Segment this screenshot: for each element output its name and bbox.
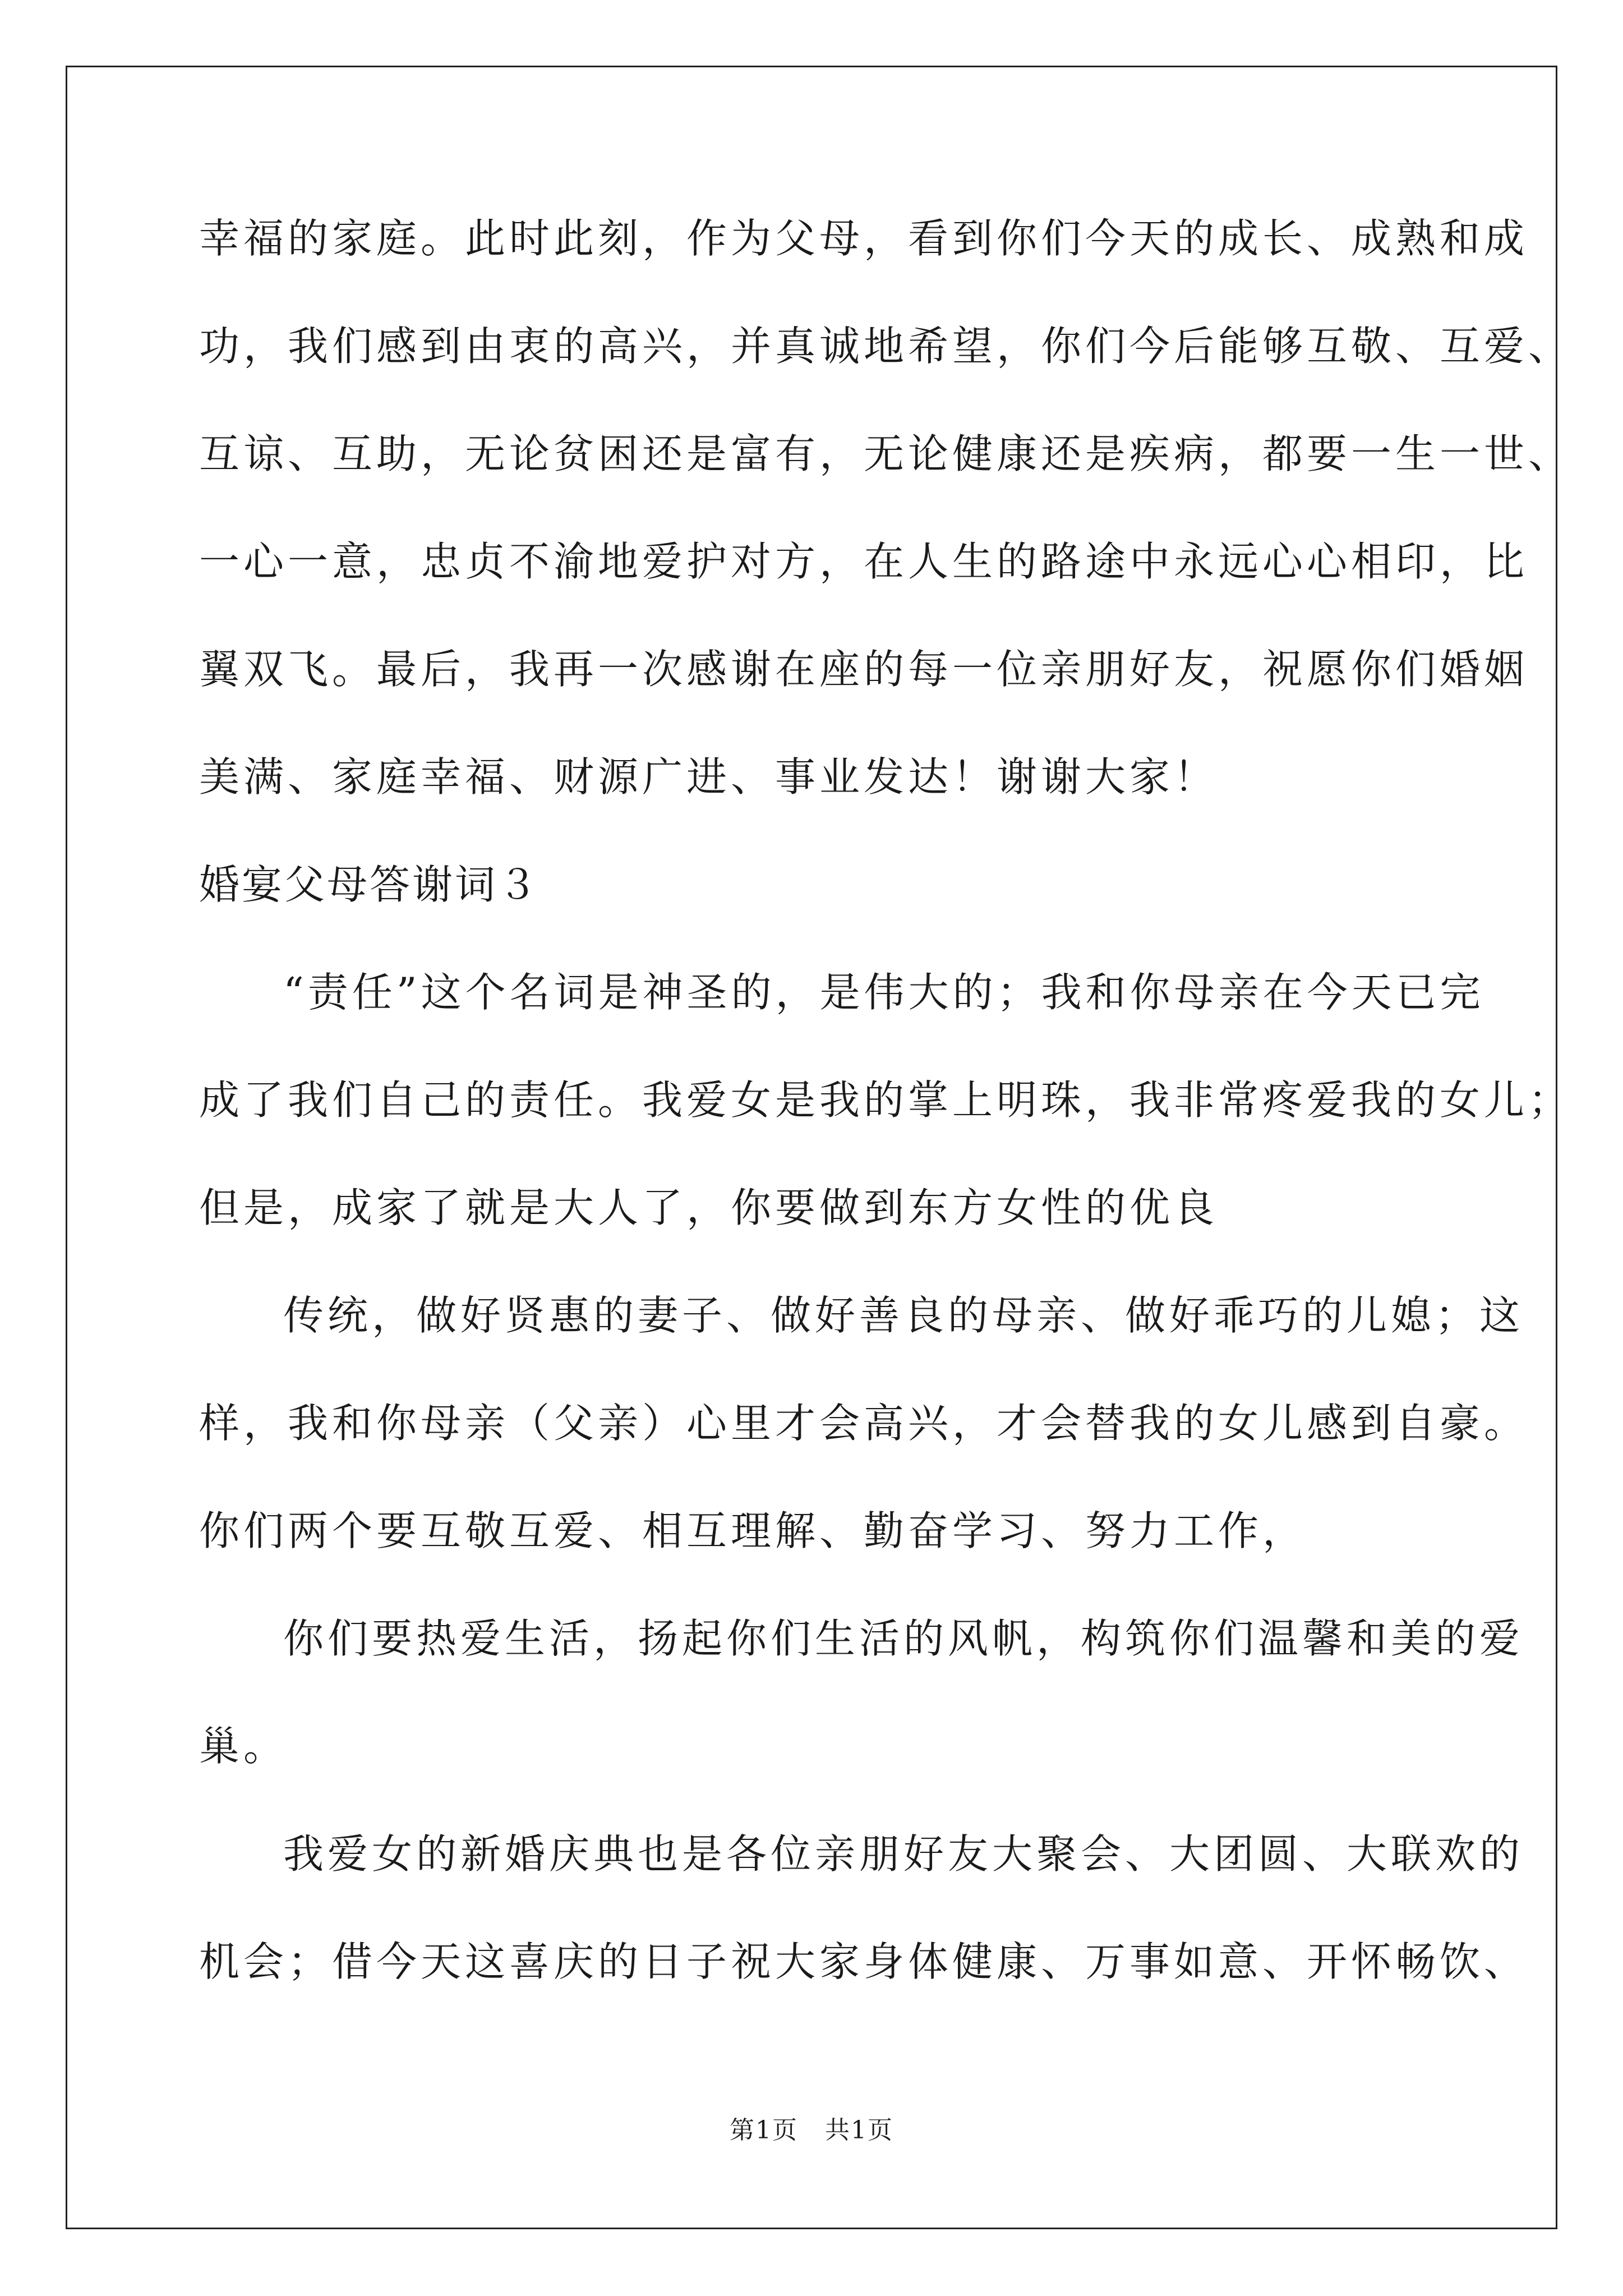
page-total: 共1页 bbox=[825, 2116, 893, 2145]
text-line: 但是，成家了就是大人了，你要做到东方女性的优良 bbox=[199, 1184, 1219, 1231]
text-line: 传统，做好贤惠的妻子、做好善良的母亲、做好乖巧的儿媳；这 bbox=[283, 1292, 1524, 1339]
section-title: 婚宴父母答谢词３ bbox=[199, 861, 541, 908]
text-line: 你们两个要互敬互爱、相互理解、勤奋学习、努力工作， bbox=[199, 1507, 1307, 1554]
text-line: 互谅、互助，无论贫困还是富有，无论健康还是疾病，都要一生一世、 bbox=[199, 430, 1573, 477]
text-line: 美满、家庭幸福、财源广进、事业发达！谢谢大家！ bbox=[199, 753, 1219, 800]
text-line: 我爱女的新婚庆典也是各位亲朋好友大聚会、大团圆、大联欢的 bbox=[283, 1830, 1524, 1878]
text-line: 一心一意，忠贞不渝地爱护对方，在人生的路途中永远心心相印，比 bbox=[199, 538, 1529, 585]
text-line: 巢。 bbox=[199, 1723, 288, 1770]
text-line: 你们要热爱生活，扬起你们生活的风帆，构筑你们温馨和美的爱 bbox=[283, 1615, 1524, 1662]
text-line: 机会；借今天这喜庆的日子祝大家身体健康、万事如意、开怀畅饮、 bbox=[199, 1938, 1529, 1985]
page-footer bbox=[0, 2114, 1623, 2147]
text-line: 成了我们自己的责任。我爱女是我的掌上明珠，我非常疼爱我的女儿； bbox=[199, 1076, 1573, 1124]
text-line: 幸福的家庭。此时此刻，作为父母，看到你们今天的成长、成熟和成 bbox=[199, 215, 1529, 262]
document-body bbox=[199, 215, 1573, 2047]
text-line: 样，我和你母亲（父亲）心里才会高兴，才会替我的女儿感到自豪。 bbox=[199, 1400, 1529, 1447]
text-line: 功，我们感到由衷的高兴，并真诚地希望，你们今后能够互敬、互爱、 bbox=[199, 323, 1573, 370]
text-line: 翼双飞。最后，我再一次感谢在座的每一位亲朋好友，祝愿你们婚姻 bbox=[199, 646, 1529, 693]
text-line: “责任”这个名词是神圣的，是伟大的；我和你母亲在今天已完 bbox=[283, 969, 1484, 1016]
page-number: 第1页 bbox=[730, 2116, 798, 2145]
